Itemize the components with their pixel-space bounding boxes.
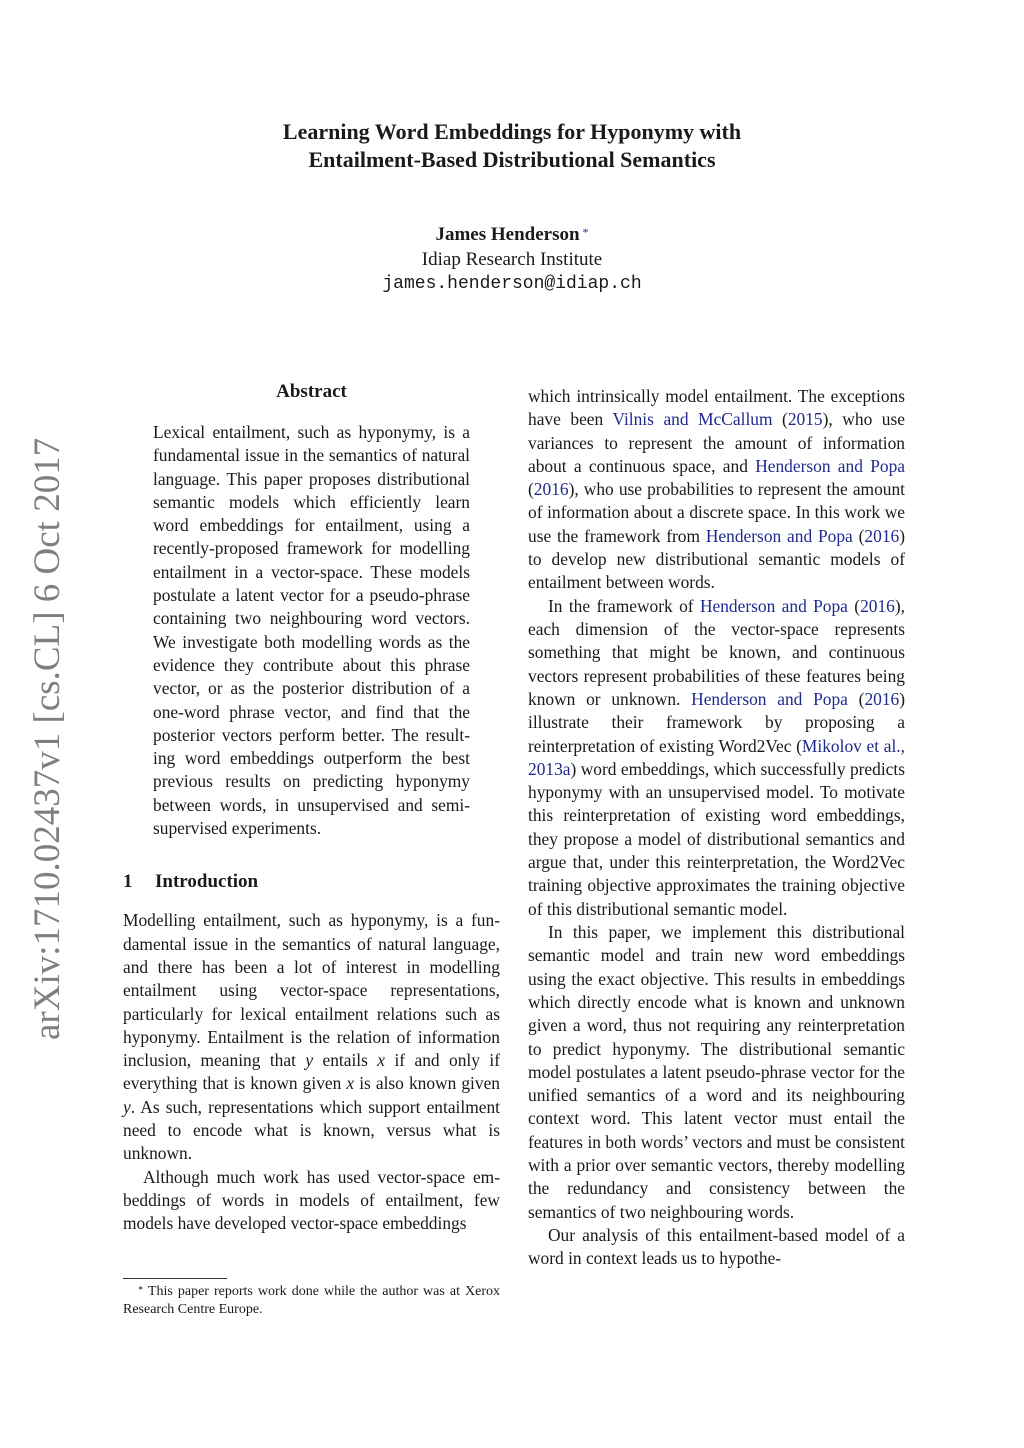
right-paragraph-3: In this paper, we implement this distributional semantic model and train new word embeddings using the exact objective. This results in embeddings which directly encode what is known and unknown given a word, thus not requiring any reinterpretation to predict hyponymy. The distributional semantic model postulates a latent pseudo-phrase vector for the unified semantics of a word and its neighbouring context word. This latent vector must entail the features in both words’ vectors and must be consistent with a prior over semantic vectors, thereby modelling the redundancy and consistency between the semantics of two neighbouring words.: [528, 922, 905, 1222]
text-run: ) illustrate their framework by proposing a reinterpretation of existing Word2Vec (: [528, 688, 906, 756]
footnote: [123, 1278, 500, 1319]
math-var: x: [377, 1050, 386, 1071]
text-run: (: [528, 479, 534, 500]
text-run: In the framework of: [548, 595, 700, 616]
text-run: (: [852, 525, 865, 546]
right-paragraph-2: [528, 595, 905, 921]
author-line: [0, 222, 1024, 247]
text-run: (: [772, 409, 788, 430]
citation-link[interactable]: Henderson and Popa: [755, 455, 905, 476]
text-run: . As such, representations which support entailment need to encode what is known, versus what is unknown.: [123, 1096, 500, 1164]
author-affiliation: Idiap Research Institute: [421, 249, 603, 270]
citation-year-link[interactable]: 2015: [787, 409, 823, 430]
math-var: y: [123, 1096, 131, 1117]
text-run: is also known given: [354, 1073, 501, 1094]
footnote-mark: *: [138, 1285, 144, 1296]
text-run: ), each dimension of the vector-space represents something that might be known, and continuous vectors represent probabilities of these features being known or unknown.: [528, 595, 905, 709]
right-column: [528, 385, 905, 1271]
text-run: ), who use variances to represent the amount of information about a continuous space, and: [528, 409, 905, 476]
arxiv-stamp: arXiv:1710.02437v1 [cs.CL] 6 Oct 2017: [27, 437, 68, 1040]
text-run: Modelling entailment, such as hyponymy, is a fundamental issue in the semantics of natural language, and there has been a lot of interest in modelling entailment using vector-space representations, particularly for lexical entailment relations such as hyponymy. Entailment is the relation of information inclusion, meaning that: [123, 910, 500, 1071]
title-line-2: Entailment-Based Distributional Semantics: [308, 147, 716, 172]
footnote-rule: [123, 1278, 227, 1279]
text-run: ), who use probabilities to represent the amount of information about a discrete space. In this work we use the framework from: [528, 479, 905, 546]
text-run: if and only if everything that is known given: [123, 1050, 500, 1094]
abstract-heading: Abstract: [276, 381, 347, 402]
title-line-1: Learning Word Embeddings for Hyponymy with: [282, 119, 742, 144]
citation-link[interactable]: Henderson and Popa: [705, 525, 853, 546]
author-block: [0, 222, 1024, 297]
right-paragraph-4: Our analysis of this entailment-based model of a word in context leads us to hypothe-: [528, 1224, 905, 1269]
citation-link[interactable]: Henderson and Popa: [699, 595, 848, 616]
intro-paragraph-1: [123, 909, 500, 1165]
section-title: Introduction: [155, 871, 259, 893]
footnote-text-block: [123, 1283, 500, 1319]
text-run: (: [847, 595, 861, 616]
left-column: [123, 380, 500, 1236]
citation-link[interactable]: Vilnis and McCallum: [612, 409, 773, 430]
math-var: x: [346, 1073, 355, 1094]
citation-year-link[interactable]: 2016: [864, 688, 900, 709]
citation-link[interactable]: Henderson and Popa: [691, 688, 848, 709]
citation-year-link[interactable]: 2016: [864, 525, 900, 546]
text-run: entails: [313, 1050, 378, 1071]
text-run: which intrinsically model entailment. The exceptions have been: [528, 386, 905, 430]
footnote-text: This paper reports work done while the author was at Xerox Research Centre Europe.: [123, 1284, 501, 1317]
author-name: James Henderson: [435, 224, 580, 245]
author-footnote-mark[interactable]: *: [582, 225, 589, 239]
text-run: (: [847, 688, 865, 709]
author-email: james.henderson@idiap.ch: [382, 274, 642, 294]
citation-link[interactable]: Mikolov et al., 2013a: [528, 735, 905, 779]
paper-title: [0, 118, 1024, 174]
citation-year-link[interactable]: 2016: [860, 595, 895, 616]
math-var: y: [305, 1050, 314, 1071]
text-run: ) to develop new distributional semantic models of entailment between words.: [528, 525, 905, 593]
intro-paragraph-2: Although much work has used vector-space embeddings of words in models of entailment, few models have developed vector-space embeddings: [123, 1166, 500, 1234]
text-run: ) word embeddings, which successfully predicts hyponymy with an unsupervised model. To motivate this reinterpretation of existing word embeddings, they propose a model of distributional semantics and argue that, under this reinterpretation, the Word2Vec training objective approximates the training objective of this distributional semantic model.: [528, 758, 905, 919]
right-paragraph-1: [528, 385, 905, 595]
citation-year-link[interactable]: 2016: [533, 479, 569, 500]
abstract-text: Lexical entailment, such as hyponymy, is a fundamental issue in the semantics of natural language. This paper proposes distributional semantic models which efficiently learn word embeddings for entailment, using a recently-proposed framework for modelling entailment in a vector-space. These models postulate a latent vector for a pseudo-phrase containing two neighbouring word vectors. We investigate both modelling words as the evidence they contribute about this phrase vector, or as the posterior distribution of a one-word phrase vector, and find that the posterior vectors perform better. The resulting word embeddings outperform the best previous results on predicting hyponymy between words, in unsupervised and semi-supervised experiments.: [153, 422, 470, 839]
section-number: 1: [123, 871, 133, 893]
section-heading-introduction: [123, 870, 500, 894]
